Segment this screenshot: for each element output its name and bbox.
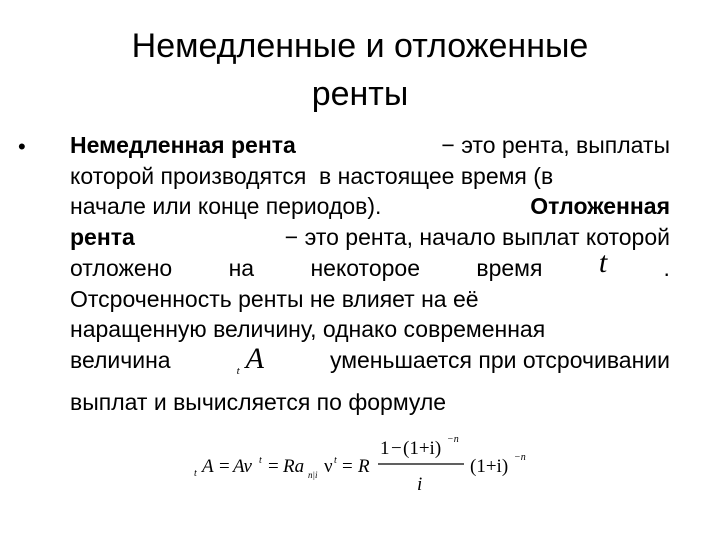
deferred-annuity-formula [188, 432, 558, 498]
formula-t-superscript-2: t [334, 455, 337, 466]
subscript-t: t [236, 364, 240, 377]
text-segment: выплат и вычисляется по формуле [70, 388, 447, 415]
word: время [476, 254, 543, 281]
formula-numerator-one: 1 [380, 438, 390, 459]
text-segment: величина [70, 346, 171, 373]
text-segment: − это рента, начало выплат которой [284, 224, 670, 251]
term-immediate-rent: Немедленная рента [70, 132, 296, 158]
variable-t: t [598, 245, 608, 279]
word: некоторое [310, 254, 420, 281]
text-line-8 [70, 341, 670, 387]
word: на [228, 254, 255, 281]
formula-t-superscript: t [259, 455, 262, 466]
text-line-9 [70, 387, 670, 418]
formula-R: R [358, 456, 370, 477]
variable-tA [236, 341, 264, 387]
formula-pre-subscript: t [194, 468, 197, 479]
text-segment: которой производятся в настоящее время (в [70, 162, 554, 189]
term-deferred: Отложенная [530, 193, 670, 220]
slide-title [60, 22, 660, 118]
variable-A: A [245, 341, 264, 375]
text-line-2 [70, 161, 670, 192]
formula-A: A [202, 456, 214, 477]
formula-equals-2: = [268, 456, 279, 477]
word: отложено [70, 254, 173, 281]
text-segment: наращенную величину, однако современная [70, 316, 546, 343]
text-line-4 [70, 222, 670, 253]
formula-equals-3: = [342, 456, 353, 477]
formula-discount-exponent: −n [514, 452, 526, 463]
formula-discount-base: (1+i) [470, 456, 509, 477]
formula-Av: Av [233, 456, 252, 477]
formula-numerator-minus: − [391, 438, 402, 459]
text-line-6 [70, 284, 670, 315]
formula-equals-1: = [219, 456, 230, 477]
body-text [70, 130, 670, 417]
text-line-1 [70, 130, 670, 161]
text-line-7 [70, 314, 670, 345]
text-line-3 [70, 191, 670, 222]
text-segment: уменьшается при отсрочивании [329, 346, 670, 373]
term-rent: рента [70, 224, 135, 251]
formula-numerator-exponent: −n [447, 434, 459, 445]
title-line-1: Немедленные и отложенные [131, 27, 589, 65]
formula-numerator-base: (1+i) [403, 438, 442, 459]
text-segment: Отсроченность ренты не влияет на её [70, 285, 479, 312]
bullet-marker: • [18, 134, 26, 159]
text-line-5 [70, 245, 670, 284]
formula-Ra: Ra [283, 456, 305, 477]
text-segment: начале или конце периодов). [70, 193, 382, 220]
period: . [663, 254, 670, 281]
formula-denominator-i: i [417, 474, 423, 495]
title-line-2: ренты [311, 75, 409, 113]
formula-annuity-subscript: n|i [308, 470, 318, 480]
formula-nu: ν [324, 456, 333, 477]
text-segment: − это рента, выплаты [441, 132, 670, 158]
